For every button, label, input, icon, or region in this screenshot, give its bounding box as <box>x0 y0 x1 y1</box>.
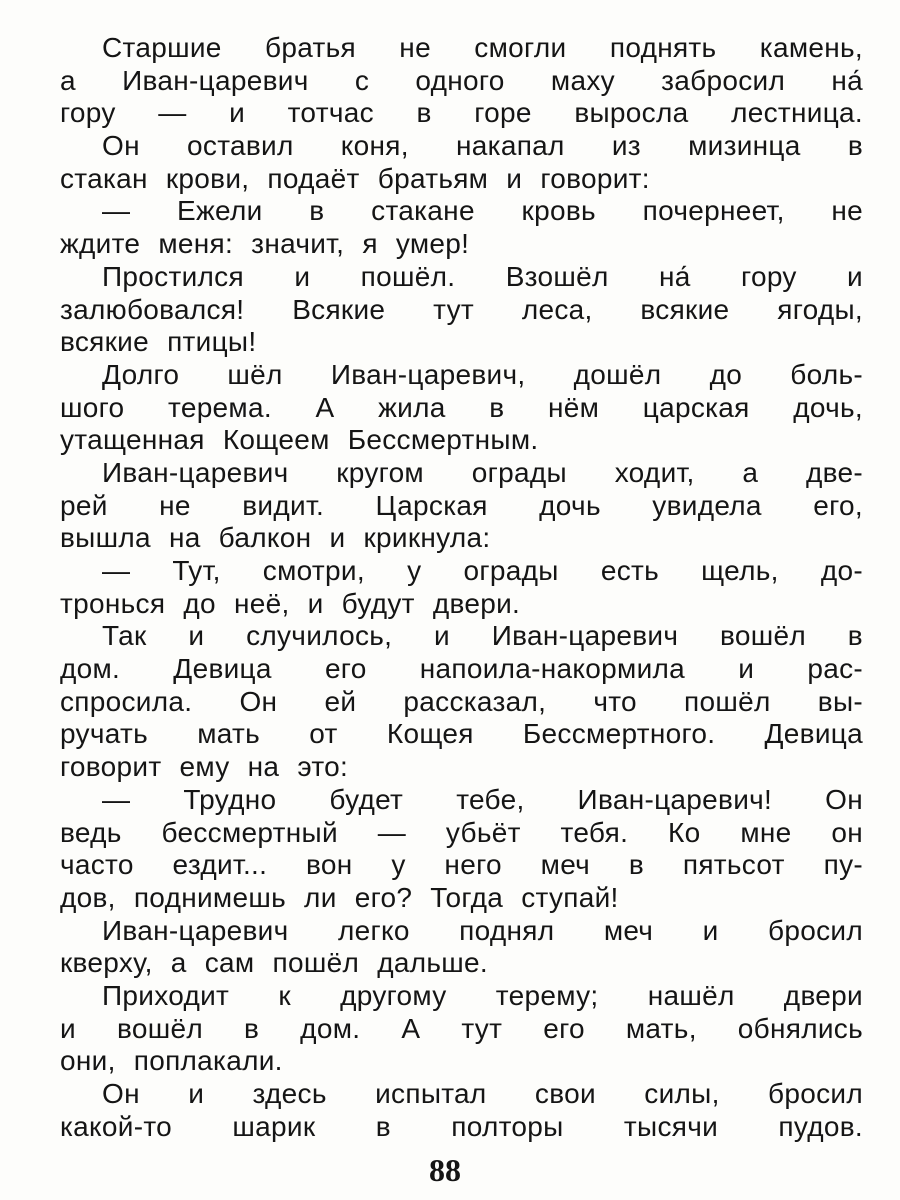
text-line: дом. Девица его напоила-накормила и рас- <box>60 653 863 685</box>
text-line: — Тут, смотри, у ограды есть щель, до- <box>102 555 863 586</box>
text-line: — Трудно будет тебе, Иван-царевич! Он <box>102 783 863 815</box>
text-line: вышла на балкон и крикнула: <box>60 522 491 554</box>
text-line: ручать мать от Кощея Бессмертного. Девица <box>60 718 863 750</box>
text-line: всякие птицы! <box>60 326 257 358</box>
text-line: какой-то шарик в полторы тысячи пудов. <box>60 1110 863 1142</box>
text-line: Приходит к другому терему; нашёл двери <box>102 979 863 1011</box>
text-line: они, поплакали. <box>60 1045 283 1077</box>
text-line: Долго шёл Иван-царевич, дошёл до боль- <box>102 358 863 390</box>
text-line: шого терема. А жила в нём царская дочь, <box>60 391 863 423</box>
text-line: ждите меня: значит, я умер! <box>60 228 470 260</box>
text-line: Иван-царевич кругом ограды ходит, а две- <box>102 456 863 488</box>
text-line: и вошёл в дом. А тут его мать, обнялись <box>60 1012 863 1044</box>
text-line: часто ездит... вон у него меч в пятьсот пу- <box>60 849 863 881</box>
text-line: тронься до неё, и будут двери. <box>60 587 521 619</box>
text-line: — Ежели в стакане кровь почернеет, не <box>102 195 863 227</box>
text-line: гору — и тотчас в горе выросла лестница. <box>60 97 863 129</box>
text-line: ведь бессмертный — убьёт тебя. Ко мне он <box>60 816 863 848</box>
page-body-text <box>60 32 863 1143</box>
text-line: Так и случилось, и Иван-царевич вошёл в <box>102 620 863 652</box>
text-line: Простился и пошёл. Взошёл на́ гору и <box>102 260 863 292</box>
text-line: дов, поднимешь ли его? Тогда ступай! <box>60 881 619 913</box>
text-line: Он и здесь испытал свои силы, бросил <box>102 1078 863 1109</box>
text-line: стакан крови, подаёт братьям и говорит: <box>60 162 650 194</box>
text-line: залюбовался! Всякие тут леса, всякие ягоды, <box>60 293 863 325</box>
text-line: кверху, а сам пошёл дальше. <box>60 947 488 979</box>
text-line: Иван-царевич легко поднял меч и бросил <box>102 914 863 946</box>
page-number: 88 <box>429 1152 461 1188</box>
text-line: рей не видит. Царская дочь увидела его, <box>60 489 863 521</box>
text-line: Старшие братья не смогли поднять камень, <box>102 32 863 63</box>
text-line: говорит ему на это: <box>60 751 349 783</box>
text-line: утащенная Кощеем Бессмертным. <box>60 424 539 456</box>
text-line: спросила. Он ей рассказал, что пошёл вы- <box>60 685 863 717</box>
text-line: а Иван-царевич с одного маху забросил на́ <box>60 64 863 96</box>
text-line: Он оставил коня, накапал из мизинца в <box>102 130 863 162</box>
